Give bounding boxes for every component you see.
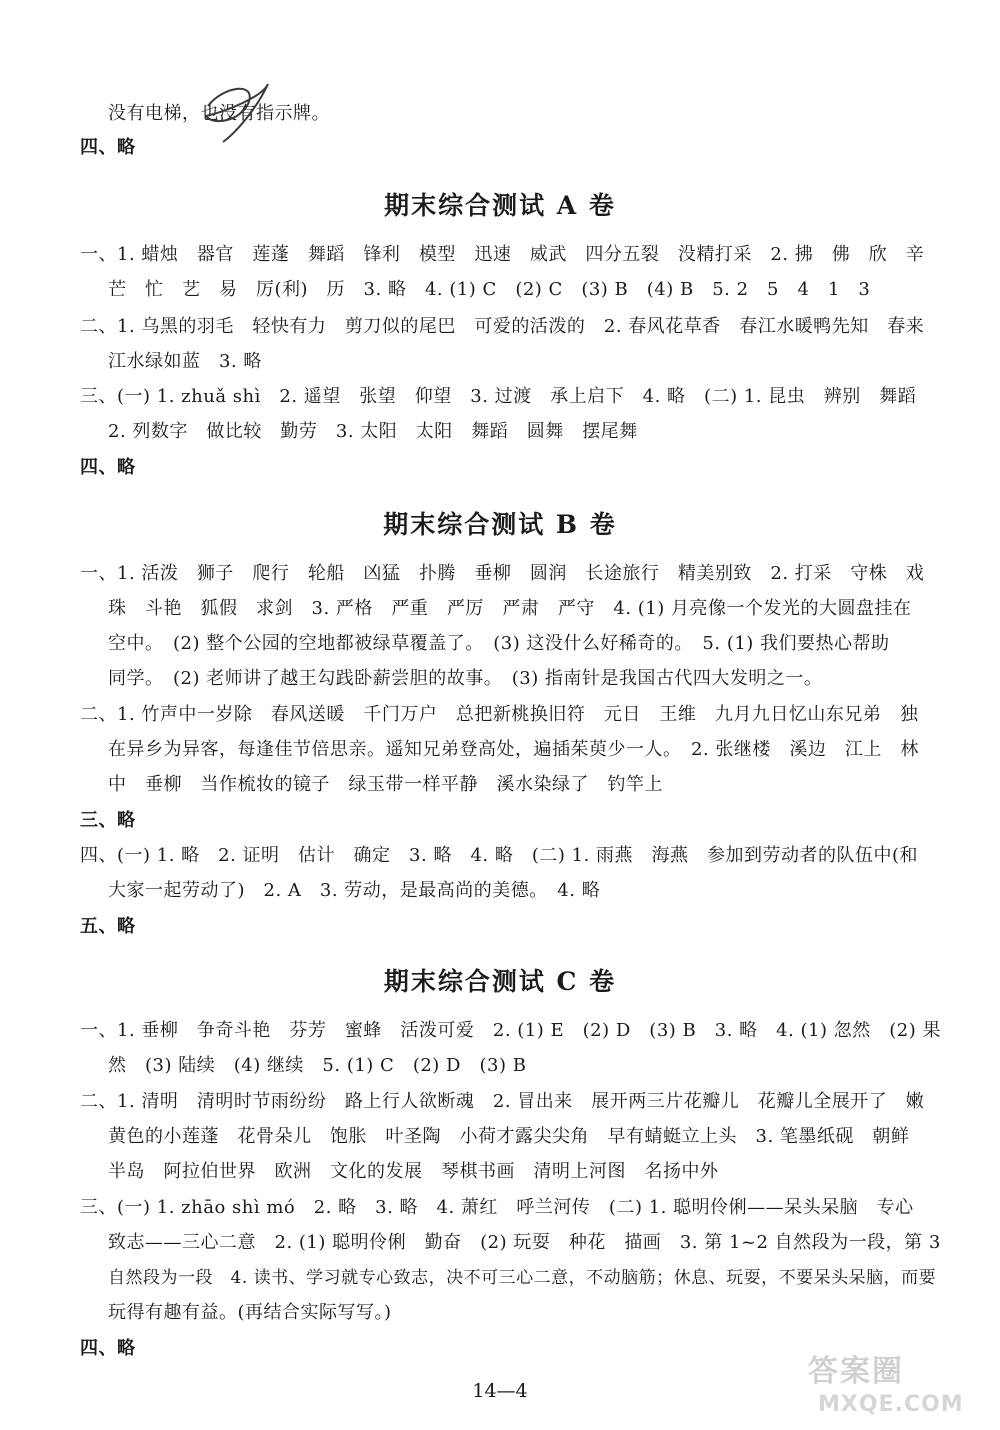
continuation-line: 没有电梯，也没有指示牌。 [108,103,330,124]
answer-line: 四、(一) 1. 略 2. 证明 估计 确定 3. 略 4. 略 (二) 1. 雨燕 海燕 参加到劳动者的队伍中(和 [80,845,919,866]
answer-line: 二、1. 清明 清明时节雨纷纷 路上行人欲断魂 2. 冒出来 展开两三片花瓣儿 花瓣儿全展开了 嫩 [80,1091,925,1112]
answer-line: 自然段为一段 4. 读书、学习就专心致志，决不可三心二意，不动脑筋；休息、玩耍，不要呆头呆脑，而要 [108,1268,937,1288]
answer-line: 二、1. 乌黑的羽毛 轻快有力 剪刀似的尾巴 可爱的活泼的 2. 春风花草香 春江水暖鸭先知 春来 [80,316,925,337]
answer-line: 三、(一) 1. zhāo shì mó 2. 略 3. 略 4. 萧红 呼兰河传 (二) 1. 聪明伶俐——呆头呆脑 专心 [80,1197,914,1218]
answer-line: 2. 列数字 做比较 勤劳 3. 太阳 太阳 舞蹈 圆舞 摆尾舞 [108,421,638,442]
watermark-logo-text: 答案圈 [808,1354,904,1389]
answer-line: 江水绿如蓝 3. 略 [108,351,262,372]
section-title-b: 期末综合测试 B 卷 [383,510,617,539]
answer-line: 玩得有趣有益。(再结合实际写写。) [108,1302,392,1323]
section-four-omitted: 四、略 [80,137,136,158]
answer-line: 五、略 [80,916,136,937]
page-number: 14—4 [472,1380,528,1402]
answer-line: 中 垂柳 当作梳妆的镜子 绿玉带一样平静 溪水染绿了 钓竿上 [108,774,663,795]
watermark-url: MXQE.COM [818,1392,964,1417]
answer-line: 一、1. 垂柳 争奇斗艳 芬芳 蜜蜂 活泼可爱 2. (1) E (2) D (3) B 3. 略 4. (1) 忽然 (2) 果 [80,1020,941,1041]
answer-line: 一、1. 蜡烛 器官 莲蓬 舞蹈 锋利 模型 迅速 威武 四分五裂 没精打采 2. 拂 佛 欣 辛 [80,244,925,265]
watermark-logo [808,1346,988,1426]
answer-line: 致志——三心二意 2. (1) 聪明伶俐 勤奋 (2) 玩耍 种花 描画 3. 第 1~2 自然段为一段，第 3 [108,1232,941,1253]
answer-line: 四、略 [80,1338,136,1359]
answer-line: 珠 斗艳 狐假 求剑 3. 严格 严重 严厉 严肃 严守 4. (1) 月亮像一个发光的大圆盘挂在 [108,598,912,619]
answer-line: 半岛 阿拉伯世界 欧洲 文化的发展 琴棋书画 清明上河图 名扬中外 [108,1161,719,1182]
answer-line: 大家一起劳动了) 2. A 3. 劳动，是最高尚的美德。 4. 略 [108,880,601,901]
answer-line: 一、1. 活泼 狮子 爬行 轮船 凶猛 扑腾 垂柳 圆润 长途旅行 精美别致 2. 打采 守株 戏 [80,563,925,584]
answer-line: 二、1. 竹声中一岁除 春风送暖 千门万户 总把新桃换旧符 元日 王维 九月九日忆山东兄弟 独 [80,704,919,725]
answer-line: 然 (3) 陆续 (4) 继续 5. (1) C (2) D (3) B [108,1055,527,1076]
answer-line: 三、(一) 1. zhuǎ shì 2. 遥望 张望 仰望 3. 过渡 承上启下 4. 略 (二) 1. 昆虫 辨别 舞蹈 [80,386,917,407]
answer-line: 在异乡为异客，每逢佳节倍思亲。遥知兄弟登高处，遍插茱萸少一人。 2. 张继楼 溪边 江上 林 [108,739,919,760]
answer-line: 黄色的小莲蓬 花骨朵儿 饱胀 叶圣陶 小荷才露尖尖角 早有蜻蜓立上头 3. 笔墨纸砚 朝鲜 [108,1126,910,1147]
section-title-c: 期末综合测试 C 卷 [383,967,617,996]
answer-line: 芒 忙 艺 易 厉(利) 历 3. 略 4. (1) C (2) C (3) B (4) B 5. 2 5 4 1 3 [108,279,871,300]
section-title-a: 期末综合测试 A 卷 [384,191,616,220]
answer-line: 空中。 (2) 整个公园的空地都被绿草覆盖了。 (3) 这没什么好稀奇的。 5. (1) 我们要热心帮助 [108,633,890,654]
answer-line: 同学。 (2) 老师讲了越王勾践卧薪尝胆的故事。 (3) 指南针是我国古代四大发明之一。 [108,668,823,689]
answer-line: 四、略 [80,457,136,478]
answer-line: 三、略 [80,810,136,831]
